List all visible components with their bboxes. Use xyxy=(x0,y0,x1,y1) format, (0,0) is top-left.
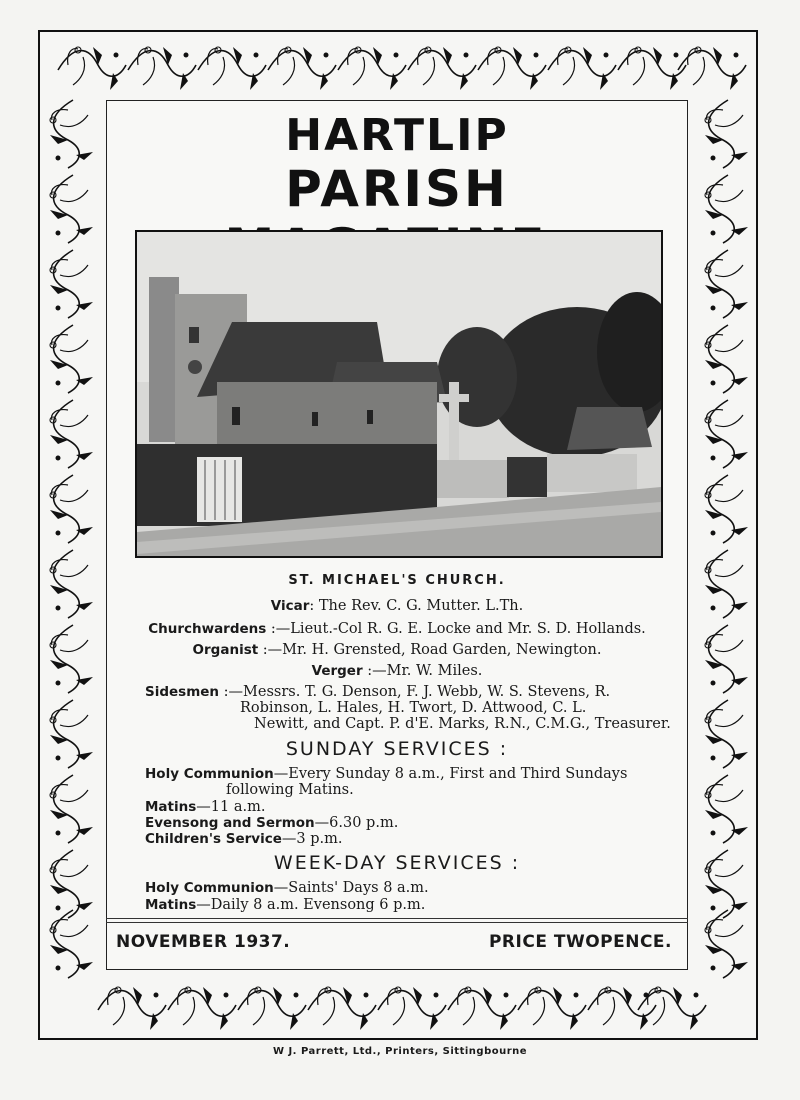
vicar-value: : The Rev. C. G. Mutter. L.Th. xyxy=(309,598,524,614)
vicar-label: Vicar xyxy=(270,598,310,614)
sidesmen-line-1 xyxy=(145,684,610,700)
verger-value: :—Mr. W. Miles. xyxy=(362,663,483,679)
top-border-vines xyxy=(58,47,746,90)
church-photograph xyxy=(135,230,663,558)
weekday-holy-communion-value: —Saints' Days 8 a.m. xyxy=(273,880,429,896)
footer-rule-bottom xyxy=(106,922,688,923)
evensong-line xyxy=(145,815,398,831)
price: PRICE TWOPENCE. xyxy=(488,932,672,952)
sunday-services-heading: SUNDAY SERVICES : xyxy=(285,738,509,760)
weekday-matins-label: Matins xyxy=(145,897,197,913)
sidesmen-line-2: Robinson, L. Hales, H. Twort, D. Attwood, C. L. xyxy=(240,700,587,716)
sidesmen-value-1: :—Messrs. T. G. Denson, F. J. Webb, W. S. Stevens, R. xyxy=(219,684,611,700)
verger-label: Verger xyxy=(311,663,363,679)
sunday-matins-label: Matins xyxy=(145,799,197,815)
magazine-title-line2: PARISH xyxy=(285,160,509,218)
footer-rule-top xyxy=(106,918,688,919)
right-border-vines xyxy=(705,100,748,978)
sunday-matins-value: —11 a.m. xyxy=(196,799,266,815)
sunday-holy-communion-line xyxy=(145,766,627,782)
weekday-matins-line xyxy=(145,897,425,913)
churchwardens-label: Churchwardens xyxy=(148,621,267,637)
sidesmen-line-3: Newitt, and Capt. P. d'E. Marks, R.N., C.M.G., Treasurer. xyxy=(254,716,671,732)
photo-caption: ST. MICHAEL'S CHURCH. xyxy=(288,573,506,588)
printer-credit: W J. Parrett, Ltd., Printers, Sittingbourne xyxy=(272,1046,528,1057)
weekday-matins-value: —Daily 8 a.m. Evensong 6 p.m. xyxy=(196,897,426,913)
childrens-service-value: —3 p.m. xyxy=(281,831,343,847)
magazine-title-line1: HARTLIP xyxy=(285,110,509,161)
organist-value: :—Mr. H. Grensted, Road Garden, Newington. xyxy=(258,642,602,658)
sunday-holy-communion-label: Holy Communion xyxy=(145,766,274,782)
issue-date: NOVEMBER 1937. xyxy=(116,932,291,952)
childrens-service-label: Children's Service xyxy=(145,831,282,847)
childrens-service-line xyxy=(145,831,342,847)
vicar-line xyxy=(106,598,688,614)
verger-line xyxy=(106,663,688,679)
sunday-matins-line xyxy=(145,799,265,815)
weekday-holy-communion-line xyxy=(145,880,429,896)
sunday-holy-communion-continued: following Matins. xyxy=(226,782,354,798)
evensong-label: Evensong and Sermon xyxy=(145,815,315,831)
evensong-value: —6.30 p.m. xyxy=(314,815,399,831)
organist-line xyxy=(106,642,688,658)
churchwardens-line xyxy=(106,621,688,637)
organist-label: Organist xyxy=(192,642,259,658)
weekday-services-heading: WEEK-DAY SERVICES : xyxy=(273,852,521,874)
left-border-vines xyxy=(50,100,93,978)
sidesmen-label: Sidesmen xyxy=(145,684,220,700)
weekday-holy-communion-label: Holy Communion xyxy=(145,880,274,896)
sunday-holy-communion-value: —Every Sunday 8 a.m., First and Third Sundays xyxy=(273,766,628,782)
churchwardens-value: :—Lieut.-Col R. G. E. Locke and Mr. S. D. Hollands. xyxy=(266,621,646,637)
bottom-border-vines xyxy=(98,987,706,1030)
